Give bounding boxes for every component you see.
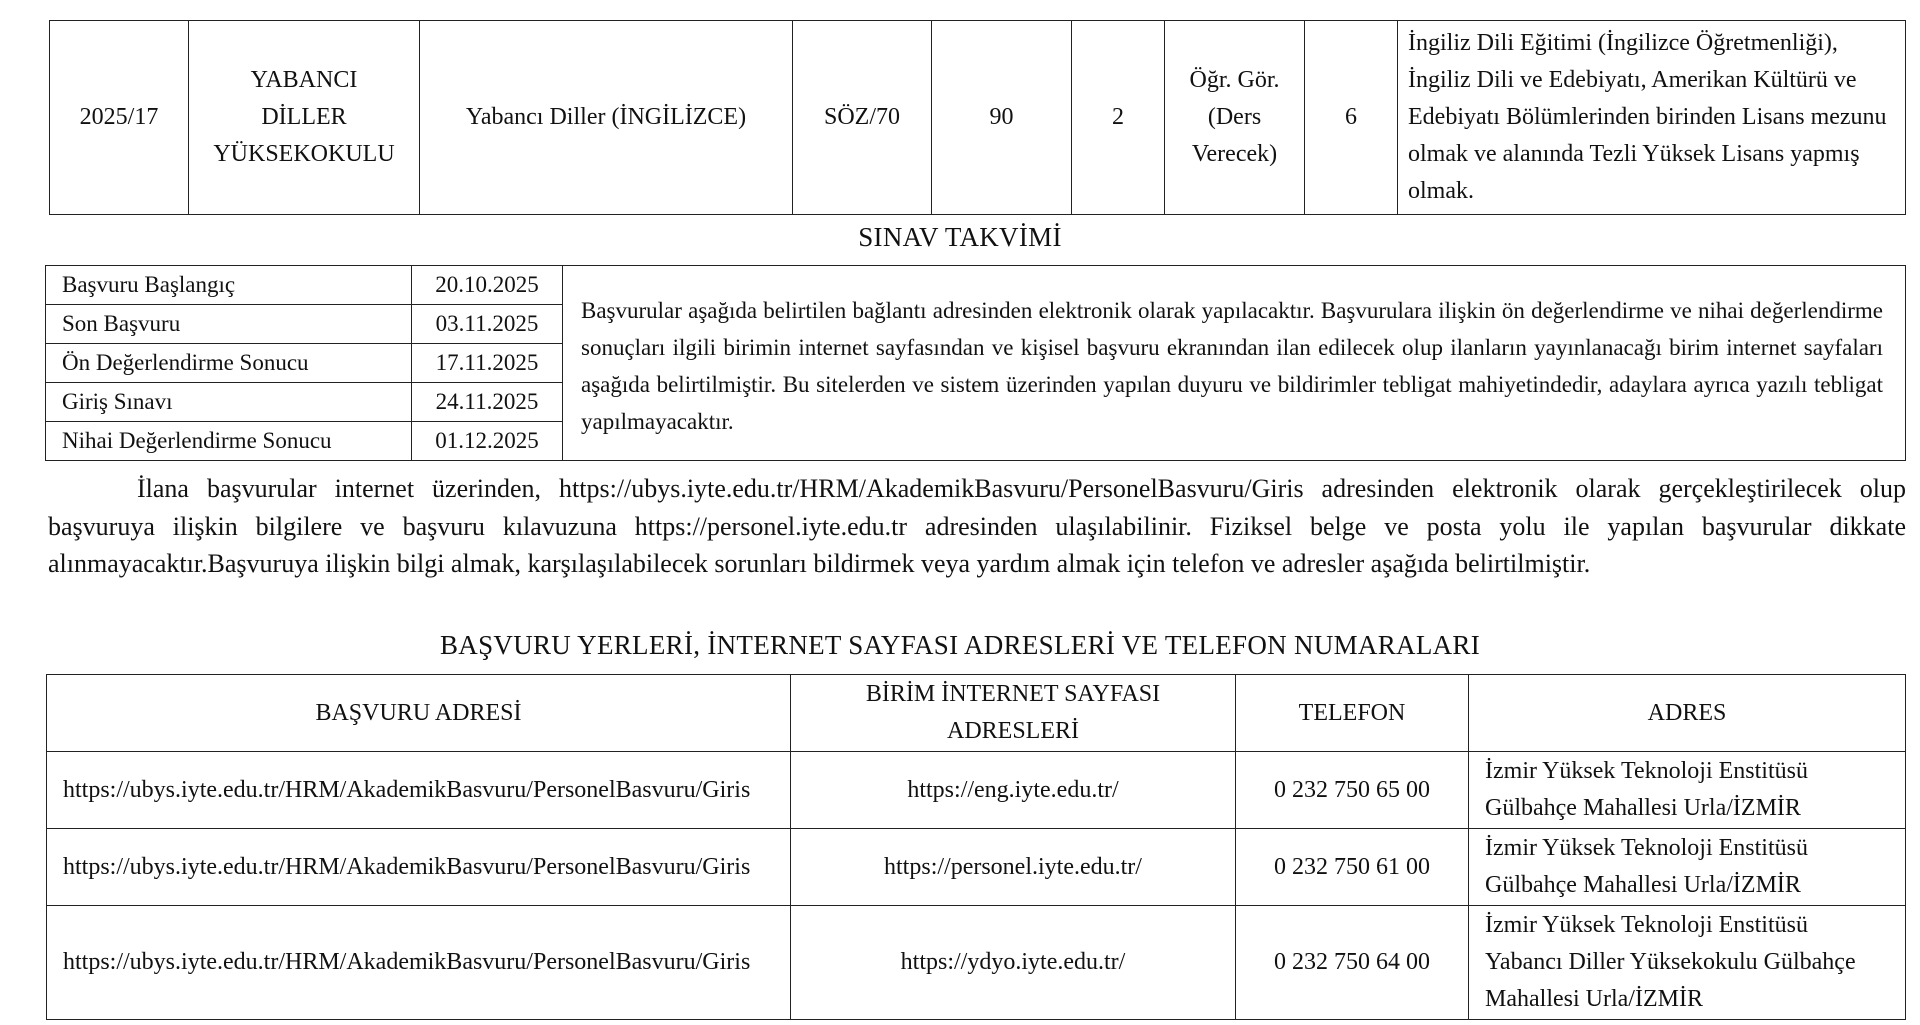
position-unit-line: YABANCI xyxy=(250,67,358,93)
contacts-row xyxy=(47,752,1906,829)
position-count: 2 xyxy=(1072,21,1165,215)
position-title-line: Verecek) xyxy=(1191,141,1278,167)
website-link[interactable]: https://personel.iyte.edu.tr/ xyxy=(791,829,1236,906)
schedule-label: Nihai Değerlendirme Sonucu xyxy=(46,422,412,461)
address xyxy=(1469,906,1906,1020)
header-website xyxy=(791,675,1236,752)
header-phone: TELEFON xyxy=(1236,675,1469,752)
address-line: İzmir Yüksek Teknoloji Enstitüsü xyxy=(1485,912,1808,938)
phone-number: 0 232 750 64 00 xyxy=(1236,906,1469,1020)
address-line: İzmir Yüksek Teknoloji Enstitüsü xyxy=(1485,758,1808,784)
position-ales: 90 xyxy=(932,21,1072,215)
position-title xyxy=(1165,21,1305,215)
phone-number: 0 232 750 65 00 xyxy=(1236,752,1469,829)
address-line: İzmir Yüksek Teknoloji Enstitüsü xyxy=(1485,835,1808,861)
position-title-line: Öğr. Gör. xyxy=(1189,67,1280,93)
header-website-line: ADRESLERİ xyxy=(947,718,1079,744)
contacts-table xyxy=(46,674,1906,1020)
schedule-date: 24.11.2025 xyxy=(412,383,563,422)
address-line: Mahallesi Urla/İZMİR xyxy=(1485,986,1703,1012)
header-application-address: BAŞVURU ADRESİ xyxy=(47,675,791,752)
contacts-title: BAŞVURU YERLERİ, İNTERNET SAYFASI ADRESLERİ VE TELEFON NUMARALARI xyxy=(439,630,1481,660)
schedule-row xyxy=(46,305,563,344)
contacts-header-row xyxy=(47,675,1906,752)
address-line: Yabancı Diller Yüksekokulu Gülbahçe xyxy=(1485,949,1856,975)
application-link[interactable]: https://ubys.iyte.edu.tr/HRM/AkademikBasvuru/PersonelBasvuru/Giris xyxy=(47,752,791,829)
website-link[interactable]: https://ydyo.iyte.edu.tr/ xyxy=(791,906,1236,1020)
address-line: Gülbahçe Mahallesi Urla/İZMİR xyxy=(1485,795,1801,821)
schedule-date: 20.10.2025 xyxy=(412,266,563,305)
schedule-label: Son Başvuru xyxy=(46,305,412,344)
contacts-row xyxy=(47,906,1906,1020)
schedule-date: 03.11.2025 xyxy=(412,305,563,344)
intro-paragraph: İlana başvurular internet üzerinden, https://ubys.iyte.edu.tr/HRM/AkademikBasvuru/PersonelBasvuru/Giris adresinden elektronik olarak gerçekleştirilecek olup başvuruya ilişkin bilgilere ve başvuru kılavuzuna https://personel.iyte.edu.tr adresinden ulaşılabilinir. Fiziksel belge ve posta yolu ile yapılan başvurular dikkate alınmayacaktır.Başvuruya ilişkin bilgi almak, karşılaşılabilecek sorunları bildirmek veya yardım almak için telefon ve adresler aşağıda belirtilmiştir. xyxy=(48,474,1906,578)
phone-number: 0 232 750 61 00 xyxy=(1236,829,1469,906)
schedule-label: Başvuru Başlangıç xyxy=(46,266,412,305)
schedule-row xyxy=(46,422,563,461)
position-number: 2025/17 xyxy=(50,21,189,215)
application-link[interactable]: https://ubys.iyte.edu.tr/HRM/AkademikBasvuru/PersonelBasvuru/Giris xyxy=(47,829,791,906)
website-link[interactable]: https://eng.iyte.edu.tr/ xyxy=(791,752,1236,829)
application-link[interactable]: https://ubys.iyte.edu.tr/HRM/AkademikBasvuru/PersonelBasvuru/Giris xyxy=(47,906,791,1020)
schedule-row xyxy=(46,344,563,383)
address-line: Gülbahçe Mahallesi Urla/İZMİR xyxy=(1485,872,1801,898)
header-website-line: BİRİM İNTERNET SAYFASI xyxy=(865,681,1161,707)
schedule-row xyxy=(46,266,563,305)
header-address: ADRES xyxy=(1469,675,1906,752)
position-unit-line: DİLLER xyxy=(261,104,347,130)
address xyxy=(1469,752,1906,829)
schedule-label: Ön Değerlendirme Sonucu xyxy=(46,344,412,383)
position-table xyxy=(49,20,1906,215)
schedule-date: 17.11.2025 xyxy=(412,344,563,383)
position-title-line: (Ders xyxy=(1207,104,1262,130)
schedule-note: Başvurular aşağıda belirtilen bağlantı adresinden elektronik olarak yapılacaktır. Başvurulara ilişkin ön değerlendirme ve nihai değerlendirme sonuçları ilgili birimin internet sayfasından ve kişisel başvuru ekranından ilan edilecek olup ilanların yayınlanacağı birim internet sayfaları aşağıda belirtilmiştir. Bu sitelerden ve sistem üzerinden yapılan duyuru ve bildirimler tebligat mahiyetindedir, adaylara ayrıca yazılı tebligat yapılmayacaktır. xyxy=(563,265,1906,461)
contacts-row xyxy=(47,829,1906,906)
position-staff-code: SÖZ/70 xyxy=(793,21,932,215)
schedule-title: SINAV TAKVİMİ xyxy=(858,222,1062,252)
schedule-row xyxy=(46,383,563,422)
schedule-date: 01.12.2025 xyxy=(412,422,563,461)
address xyxy=(1469,829,1906,906)
position-unit-line: YÜKSEKOKULU xyxy=(213,141,395,167)
position-degree: 6 xyxy=(1305,21,1398,215)
position-unit xyxy=(189,21,420,215)
schedule-table xyxy=(45,265,563,461)
position-department: Yabancı Diller (İNGİLİZCE) xyxy=(420,21,793,215)
schedule-label: Giriş Sınavı xyxy=(46,383,412,422)
position-requirement: İngiliz Dili Eğitimi (İngilizce Öğretmenliği), İngiliz Dili ve Edebiyatı, Amerikan Kültürü ve Edebiyatı Bölümlerinden birinden Lisans mezunu olmak ve alanında Tezli Yüksek Lisans yapmış olmak. xyxy=(1398,21,1906,215)
position-row xyxy=(50,21,1906,215)
